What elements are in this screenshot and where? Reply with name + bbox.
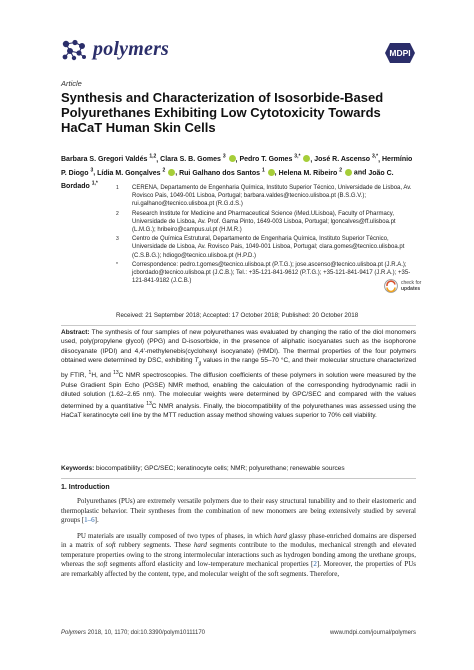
paragraph-1: Polyurethanes (PUs) are extremely versatile polymers due to their easy structural tunability and to their elastomeric and thermoplastic behavior. Their syntheses from the combination of new monomers are being extensively studied by several groups [1–6]. bbox=[61, 497, 416, 525]
mdpi-logo-icon bbox=[384, 42, 416, 64]
author-name: Hermínio P. Diogo $^3$ bbox=[61, 156, 413, 177]
author-affiliation-marker: 1,* bbox=[91, 180, 98, 187]
abstract: Abstract: The synthesis of four samples of new polyurethanes was evaluated by changing the ratio of the diol monomers used, poly(propylene glycol) (PPG) and D-isosorbide, in the presence of aliphatic isocyanates such as the isophorone diisocyanate (IPDI) and 4,4′-methylenebis(cyclohexyl isocyanate) (HMDI). The thermal properties of the four polymers obtained were determined by DSC, exhibiting $T_g$ values in the range 55–70 °C, and their molecular structure characterized by FTIR, $^1$H, and $^{13}$C NMR spectroscopies. The diffusion coefficients of these polymers in solution were measured by the Pulse Gradient Spin Echo (PGSE) NMR method, enabling the calculation of the corresponding hydrodynamic radii in diluted solution (1.62–2.65 nm). The molecular weights were determined by GPC/SEC and compared with the values determined by a quantitative $^{13}$C NMR analysis. Finally, the biocompatibility of the polyurethanes was assessed using the HaCaT keratinocyte cell line by the MTT reduction assay method showing values superior to 70% cell viability. bbox=[61, 329, 417, 420]
author-name: João C. Bordado $^{1,*}$ bbox=[61, 169, 394, 190]
section-divider bbox=[61, 478, 416, 479]
author-list: Barbara S. Gregori Valdés $^{1,2}$, Clara S. B. Gomes $^3$ , Pedro T. Gomes $^{3,*}$ , José R. Ascenso $^{3,*}$, Hermínio P. Diogo $^3$, Lídia M. Gonçalves $^2$ , Rui Galhano dos Santos $^1$ , Helena M. Ribeiro $^2$ and João C. Bordado $^{1,*}$ bbox=[61, 154, 413, 190]
citation-link[interactable]: 2 bbox=[313, 560, 317, 569]
keywords-label: Keywords: bbox=[61, 465, 95, 472]
orcid-icon[interactable] bbox=[168, 169, 175, 176]
polymers-logo-icon bbox=[61, 39, 87, 61]
orcid-icon[interactable] bbox=[345, 169, 352, 176]
orcid-icon[interactable] bbox=[268, 169, 275, 176]
keywords-text: biocompatibility; GPC/SEC; keratinocyte cells; NMR; polyurethane; renewable sources bbox=[96, 465, 345, 472]
author-affiliation-marker: 2 bbox=[339, 167, 343, 174]
author-affiliation-marker: 1,2 bbox=[149, 154, 157, 160]
journal-name: polymers bbox=[93, 38, 170, 60]
author-affiliation-marker: 3 bbox=[222, 154, 226, 160]
author-affiliation-marker: 3 bbox=[90, 167, 94, 174]
author-affiliation-marker: 2 bbox=[162, 167, 166, 174]
author-name: José R. Ascenso $^{3,*}$ bbox=[314, 154, 379, 164]
author-affiliation-marker: 3,* bbox=[294, 154, 301, 160]
article-type: Article bbox=[61, 79, 82, 88]
footer-url[interactable]: www.mdpi.com/journal/polymers bbox=[329, 630, 416, 636]
affiliations bbox=[116, 184, 416, 286]
paper-title: Synthesis and Characterization of Isosorbide-Based Polyurethanes Exhibiting Low Cytotoxicity Towards HaCaT Human Skin Cells bbox=[61, 90, 384, 135]
publication-dates: Received: 21 September 2018; Accepted: 17 October 2018; Published: 20 October 2018 bbox=[116, 312, 359, 319]
orcid-icon[interactable] bbox=[229, 155, 236, 162]
correspondence: * Correspondence: pedro.t.gomes@tecnico.ulisboa.pt (P.T.G.); jose.ascenso@tecnico.ulisboa.pt (J.R.A.); jcbordado@tecnico.ulisboa.pt (J.C.B.); Tel.: +35-121-841-9612 (P.T.G.); +35-121-841-9417 (J.R.A.); +35-121-841-9182 (J.C.B.) bbox=[116, 261, 411, 285]
paragraph-2: PU materials are usually composed of two types of phases, in which hard glassy phase-enriched domains are dispersed in a matrix of soft rubbery segments. These hard segments contribute to the modulus, mechanical strength and elevated temperature properties owing to the strong intermolecular interactions such as hydrogen bonding among the urethane groups, whereas the soft segments afford elasticity and low-temperature mechanical properties [2]. Moreover, the properties of PUs are remarkably affected by the content, type, and molecular weight of the soft segments. Therefore, bbox=[61, 531, 417, 578]
citation-link[interactable]: 1–6 bbox=[84, 516, 95, 525]
footer-citation: Polymers 2018, 10, 1170; doi:10.3390/polym10111170 bbox=[61, 630, 206, 636]
abstract-divider bbox=[61, 325, 416, 326]
section-heading: 1. Introduction bbox=[61, 484, 110, 491]
author-name: Helena M. Ribeiro $^2$ bbox=[279, 170, 352, 177]
author-name: Rui Galhano dos Santos $^1$ bbox=[179, 170, 275, 177]
author-name: Clara S. B. Gomes $^3$ bbox=[160, 156, 235, 163]
author-affiliation-marker: 3,* bbox=[371, 154, 379, 160]
author-name: Pedro T. Gomes $^{3,*}$ bbox=[239, 156, 310, 163]
journal-logo bbox=[61, 38, 169, 61]
publisher-name: MDPI bbox=[389, 48, 411, 58]
keywords bbox=[61, 464, 416, 473]
introduction-body bbox=[61, 497, 416, 585]
abstract-label: Abstract: bbox=[61, 329, 90, 336]
check-updates-line1: check for bbox=[401, 280, 422, 286]
check-updates-line2: updates bbox=[401, 286, 421, 292]
affiliation-1: 1 CERENA, Departamento de Engenharia Química, Instituto Superior Técnico, Universidade de Lisboa, Av. Rovisco Pais, 1049-001 Lisboa, Portugal; barbara.valdes@tecnico.ulisboa.pt (B.S.G.V.); rui.galhano@tecnico.ulisboa.pt (R.G.d.S.) bbox=[116, 185, 412, 208]
author-name: Lídia M. Gonçalves $^2$ bbox=[97, 170, 175, 177]
orcid-icon[interactable] bbox=[303, 155, 310, 162]
affiliation-3: 3 Centro de Química Estrutural, Departamento de Engenharia Química, Instituto Superior Técnico, Universidade de Lisboa, Av. Rovisco Pais, 1049-001 Lisboa, Portugal; clara.gomes@tecnico.ulisboa.pt (C.S.B.G.); hdiogo@tecnico.ulisboa.pt (H.P.D.) bbox=[116, 236, 405, 259]
check-updates-icon bbox=[384, 279, 398, 293]
check-for-updates-badge[interactable] bbox=[384, 279, 421, 293]
author-affiliation-marker: 1 bbox=[261, 167, 265, 174]
author-name: Barbara S. Gregori Valdés $^{1,2}$ bbox=[61, 154, 157, 164]
affiliation-2: 2 Research Institute for Medicine and Pharmaceutical Science (iMed.ULisboa), Faculty of Pharmacy, Universidade de Lisboa, Av. Prof. Gama Pinto, 1649-003 Lisboa, Portugal; lgoncalves@ff.ulisboa.pt (L.M.G.); hribeiro@campus.ul.pt (H.M.R.) bbox=[116, 210, 396, 234]
